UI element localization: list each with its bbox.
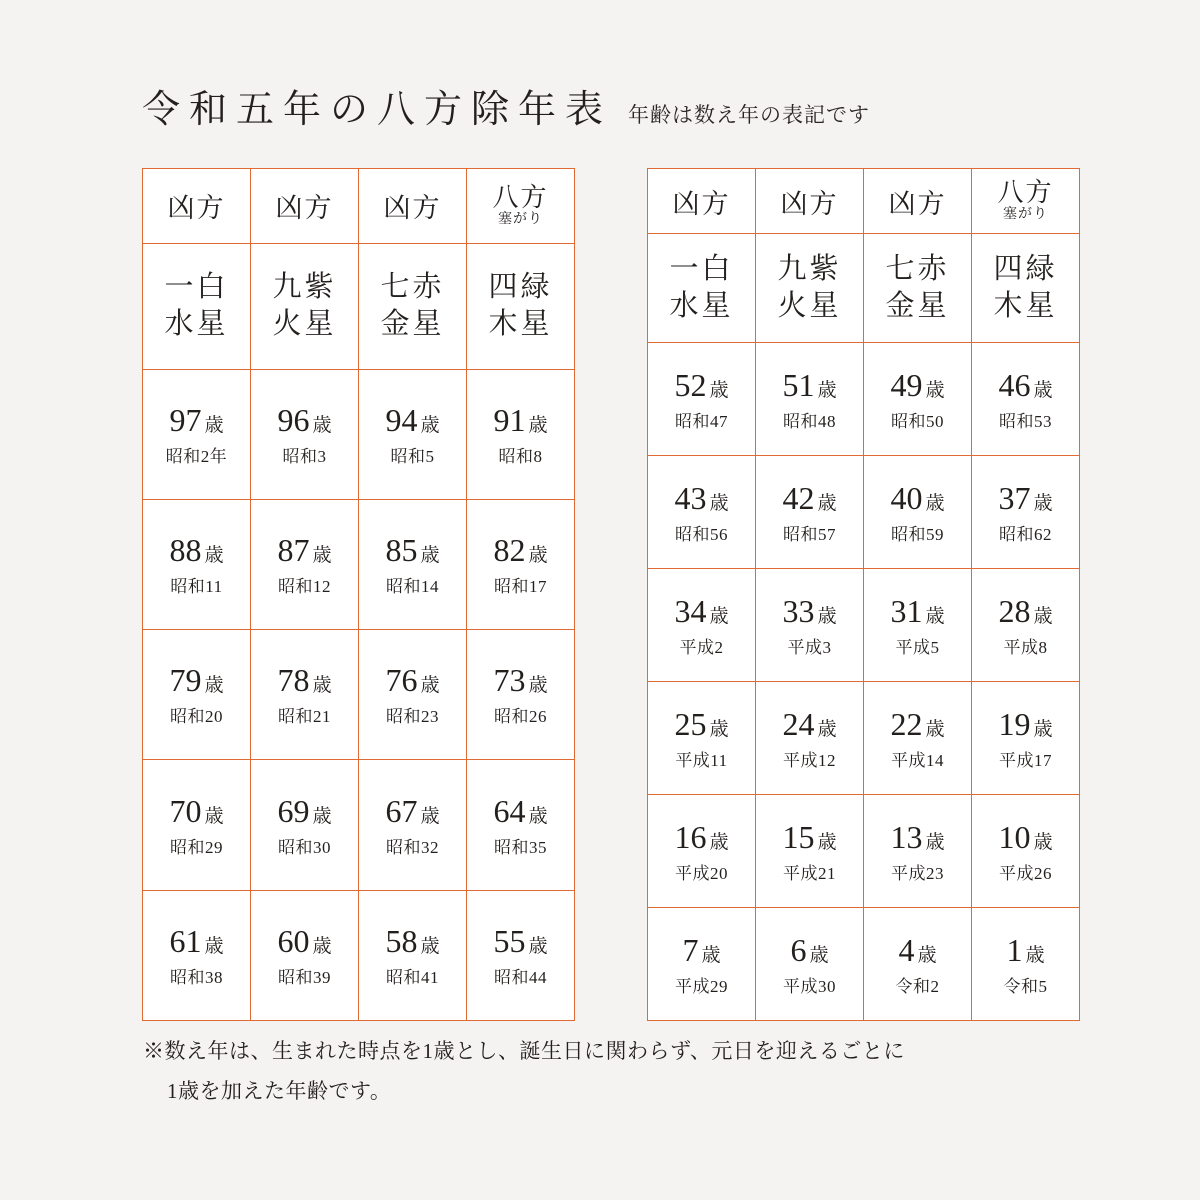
age-number: 60 — [277, 922, 310, 959]
age-unit: 歳 — [1033, 718, 1053, 740]
age-number: 31 — [890, 592, 923, 629]
age-line — [359, 923, 466, 960]
age-unit: 歳 — [204, 675, 224, 697]
header-star-cell-1 — [143, 243, 251, 369]
header-star-cell-3 — [359, 243, 467, 369]
era-year: 昭和11 — [170, 576, 223, 596]
era-year: 昭和23 — [386, 707, 439, 727]
age-number: 69 — [277, 792, 310, 829]
happou-main-text: 八方 — [492, 182, 549, 212]
age-number: 34 — [674, 592, 707, 629]
year-cell — [864, 343, 972, 456]
star-line-1: 九紫 — [272, 271, 337, 304]
age-unit: 歳 — [528, 805, 548, 827]
age-number: 64 — [493, 792, 526, 829]
age-unit: 歳 — [528, 935, 548, 957]
age-unit: 歳 — [709, 831, 729, 853]
age-number: 13 — [890, 818, 923, 855]
happou-sub-text: 塞がり — [1003, 207, 1048, 222]
header-row-kind — [143, 169, 575, 244]
age-number: 37 — [998, 479, 1031, 516]
age-line — [251, 402, 358, 439]
year-cell — [972, 795, 1080, 908]
age-line — [143, 793, 250, 830]
era-year: 平成2 — [679, 637, 724, 657]
era-year: 昭和56 — [675, 524, 728, 544]
age-unit: 歳 — [925, 379, 945, 401]
age-number: 91 — [493, 401, 526, 438]
year-cell — [648, 343, 756, 456]
age-number: 6 — [790, 931, 807, 968]
year-cell — [756, 343, 864, 456]
year-cell — [359, 630, 467, 760]
year-cell — [864, 569, 972, 682]
star-line-2: 金星 — [380, 308, 445, 341]
year-cell — [648, 569, 756, 682]
header-kind-cell-2: 凶方 — [251, 169, 359, 244]
age-line — [756, 706, 863, 743]
age-line — [756, 819, 863, 856]
year-cell — [756, 908, 864, 1021]
age-line — [359, 793, 466, 830]
header-star-cell-4 — [972, 234, 1080, 343]
star-line-2: 火星 — [272, 308, 337, 341]
era-year: 平成30 — [783, 976, 836, 996]
age-number: 87 — [277, 531, 310, 568]
table-row — [648, 908, 1080, 1021]
year-cell — [467, 630, 575, 760]
age-line — [648, 480, 755, 517]
age-unit: 歳 — [204, 935, 224, 957]
age-line — [359, 402, 466, 439]
table-row — [143, 499, 575, 629]
year-cell — [756, 456, 864, 569]
year-cell — [756, 682, 864, 795]
year-cell — [467, 499, 575, 629]
era-year: 昭和32 — [386, 837, 439, 857]
age-number: 55 — [493, 922, 526, 959]
table-row — [648, 343, 1080, 456]
age-number: 33 — [782, 592, 815, 629]
age-number: 15 — [782, 818, 815, 855]
age-unit: 歳 — [1025, 944, 1045, 966]
era-year: 昭和8 — [498, 446, 543, 466]
star-line-1: 四緑 — [993, 252, 1058, 285]
age-unit: 歳 — [817, 379, 837, 401]
header-kind-cell-3: 凶方 — [864, 169, 972, 234]
age-number: 52 — [674, 366, 707, 403]
year-cell — [143, 760, 251, 890]
era-year: 昭和30 — [278, 837, 331, 857]
age-line — [648, 819, 755, 856]
table-row — [648, 682, 1080, 795]
era-year: 平成5 — [895, 637, 940, 657]
table-row — [143, 760, 575, 890]
age-number: 42 — [782, 479, 815, 516]
era-year: 令和2 — [895, 976, 940, 996]
footnote-line-1: ※数え年は、生まれた時点を1歳とし、誕生日に関わらず、元日を迎えるごとに — [143, 1039, 905, 1063]
era-year: 昭和38 — [170, 967, 223, 987]
year-cell — [972, 569, 1080, 682]
age-unit: 歳 — [809, 944, 829, 966]
era-year: 平成17 — [999, 750, 1052, 770]
era-year: 平成21 — [783, 863, 836, 883]
header-row-star — [648, 234, 1080, 343]
age-line — [864, 367, 971, 404]
age-line — [467, 402, 574, 439]
table-row — [648, 456, 1080, 569]
year-cell — [648, 456, 756, 569]
age-number: 94 — [385, 401, 418, 438]
star-line-2: 金星 — [885, 290, 950, 322]
era-year: 昭和3 — [282, 446, 327, 466]
right-table-body — [648, 169, 1080, 1021]
age-unit: 歳 — [817, 831, 837, 853]
age-unit: 歳 — [1033, 379, 1053, 401]
star-line-1: 一白 — [164, 271, 229, 304]
age-line — [251, 532, 358, 569]
table-row — [143, 369, 575, 499]
tables-container — [142, 168, 1080, 1021]
era-year: 昭和17 — [494, 576, 547, 596]
age-line — [756, 480, 863, 517]
age-number: 49 — [890, 366, 923, 403]
age-number: 88 — [169, 531, 202, 568]
age-number: 67 — [385, 792, 418, 829]
era-year: 平成23 — [891, 863, 944, 883]
age-line — [864, 593, 971, 630]
age-line — [467, 793, 574, 830]
year-cell — [251, 890, 359, 1020]
year-cell — [972, 343, 1080, 456]
age-number: 25 — [674, 705, 707, 742]
era-year: 昭和47 — [675, 411, 728, 431]
age-line — [864, 706, 971, 743]
age-number: 24 — [782, 705, 815, 742]
era-year: 昭和14 — [386, 576, 439, 596]
star-line-1: 一白 — [669, 252, 734, 285]
happou-label — [467, 182, 574, 227]
era-year: 昭和29 — [170, 837, 223, 857]
era-year: 昭和57 — [783, 524, 836, 544]
age-number: 7 — [682, 931, 699, 968]
age-line — [467, 532, 574, 569]
year-cell — [143, 630, 251, 760]
header-kind-cell-1: 凶方 — [143, 169, 251, 244]
age-unit: 歳 — [925, 492, 945, 514]
star-line-2: 水星 — [669, 290, 734, 322]
age-line — [972, 367, 1079, 404]
era-year: 平成14 — [891, 750, 944, 770]
star-line-2: 火星 — [777, 290, 842, 322]
age-line — [648, 706, 755, 743]
header-star-cell-2 — [756, 234, 864, 343]
age-line — [143, 532, 250, 569]
age-line — [864, 480, 971, 517]
header-row-star — [143, 243, 575, 369]
era-year: 昭和41 — [386, 967, 439, 987]
age-line — [143, 662, 250, 699]
age-unit: 歳 — [925, 831, 945, 853]
era-year: 昭和59 — [891, 524, 944, 544]
year-cell — [864, 682, 972, 795]
year-cell — [756, 569, 864, 682]
age-line — [864, 819, 971, 856]
year-cell — [359, 890, 467, 1020]
era-year: 昭和62 — [999, 524, 1052, 544]
year-cell — [864, 795, 972, 908]
age-unit: 歳 — [1033, 605, 1053, 627]
star-line-1: 九紫 — [777, 252, 842, 285]
age-unit: 歳 — [204, 544, 224, 566]
age-number: 82 — [493, 531, 526, 568]
age-unit: 歳 — [204, 805, 224, 827]
age-number: 85 — [385, 531, 418, 568]
header-kind-cell-1: 凶方 — [648, 169, 756, 234]
age-unit: 歳 — [817, 605, 837, 627]
year-cell — [251, 630, 359, 760]
year-cell — [756, 795, 864, 908]
age-number: 51 — [782, 366, 815, 403]
age-unit: 歳 — [817, 718, 837, 740]
age-unit: 歳 — [420, 675, 440, 697]
left-table-body — [143, 169, 575, 1021]
age-number: 46 — [998, 366, 1031, 403]
age-number: 96 — [277, 401, 310, 438]
age-unit: 歳 — [709, 605, 729, 627]
table-row — [648, 569, 1080, 682]
year-cell — [648, 908, 756, 1021]
age-number: 61 — [169, 922, 202, 959]
age-number: 79 — [169, 662, 202, 699]
age-unit: 歳 — [204, 414, 224, 436]
age-number: 70 — [169, 792, 202, 829]
right-year-table — [647, 168, 1080, 1021]
age-number: 28 — [998, 592, 1031, 629]
era-year: 平成3 — [787, 637, 832, 657]
age-line — [359, 532, 466, 569]
age-unit: 歳 — [1033, 492, 1053, 514]
age-number: 19 — [998, 705, 1031, 742]
year-cell — [359, 369, 467, 499]
era-year: 平成11 — [675, 750, 728, 770]
age-unit: 歳 — [701, 944, 721, 966]
era-year: 平成26 — [999, 863, 1052, 883]
star-line-1: 七赤 — [885, 252, 950, 285]
age-line — [648, 367, 755, 404]
era-year: 昭和2年 — [165, 446, 228, 466]
table-row — [143, 630, 575, 760]
header-kind-cell-4 — [972, 169, 1080, 234]
year-cell — [143, 369, 251, 499]
header-row-kind — [648, 169, 1080, 234]
left-year-table — [142, 168, 575, 1021]
age-number: 58 — [385, 922, 418, 959]
year-cell — [251, 760, 359, 890]
star-line-2: 水星 — [164, 308, 229, 341]
star-line-2: 木星 — [488, 308, 553, 341]
age-unit: 歳 — [925, 605, 945, 627]
era-year: 昭和21 — [278, 707, 331, 727]
age-unit: 歳 — [312, 414, 332, 436]
age-number: 1 — [1006, 931, 1023, 968]
header-kind-cell-3: 凶方 — [359, 169, 467, 244]
year-cell — [359, 499, 467, 629]
age-unit: 歳 — [312, 805, 332, 827]
age-unit: 歳 — [528, 544, 548, 566]
age-unit: 歳 — [709, 379, 729, 401]
age-line — [864, 932, 971, 969]
era-year: 昭和35 — [494, 837, 547, 857]
age-number: 16 — [674, 818, 707, 855]
age-unit: 歳 — [709, 718, 729, 740]
age-number: 40 — [890, 479, 923, 516]
era-year: 平成12 — [783, 750, 836, 770]
age-line — [972, 480, 1079, 517]
year-cell — [648, 682, 756, 795]
year-cell — [467, 760, 575, 890]
header-star-cell-1 — [648, 234, 756, 343]
age-unit: 歳 — [817, 492, 837, 514]
age-unit: 歳 — [312, 544, 332, 566]
age-number: 4 — [898, 931, 915, 968]
era-year: 昭和20 — [170, 707, 223, 727]
age-line — [467, 923, 574, 960]
age-line — [756, 932, 863, 969]
age-unit: 歳 — [420, 414, 440, 436]
footnote-line-2: 1歳を加えた年齢です。 — [167, 1078, 392, 1103]
year-cell — [972, 456, 1080, 569]
year-cell — [359, 760, 467, 890]
age-unit: 歳 — [312, 675, 332, 697]
page-subtitle: 年齢は数え年の表記です — [628, 103, 871, 127]
header-star-cell-3 — [864, 234, 972, 343]
age-line — [972, 932, 1079, 969]
footnote — [143, 1032, 905, 1112]
header-star-cell-4 — [467, 243, 575, 369]
age-line — [143, 402, 250, 439]
year-cell — [143, 499, 251, 629]
era-year: 昭和5 — [390, 446, 435, 466]
age-unit: 歳 — [420, 935, 440, 957]
age-line — [143, 923, 250, 960]
era-year: 昭和44 — [494, 967, 547, 987]
happou-label — [972, 180, 1079, 222]
era-year: 平成20 — [675, 863, 728, 883]
age-line — [251, 923, 358, 960]
header-star-cell-2 — [251, 243, 359, 369]
page-header — [142, 78, 870, 133]
age-number: 97 — [169, 401, 202, 438]
era-year: 昭和48 — [783, 411, 836, 431]
year-cell — [648, 795, 756, 908]
age-line — [648, 593, 755, 630]
star-line-1: 七赤 — [380, 271, 445, 304]
year-cell — [467, 890, 575, 1020]
age-line — [467, 662, 574, 699]
age-line — [648, 932, 755, 969]
age-line — [972, 593, 1079, 630]
era-year: 昭和12 — [278, 576, 331, 596]
year-cell — [972, 908, 1080, 1021]
age-number: 10 — [998, 818, 1031, 855]
age-unit: 歳 — [709, 492, 729, 514]
age-unit: 歳 — [528, 414, 548, 436]
age-unit: 歳 — [1033, 831, 1053, 853]
happou-sub-text: 塞がり — [498, 211, 543, 227]
age-unit: 歳 — [420, 805, 440, 827]
header-kind-cell-4 — [467, 169, 575, 244]
era-year: 昭和26 — [494, 707, 547, 727]
happou-main-text: 八方 — [997, 178, 1054, 207]
page-title: 令和五年の八方除年表 — [142, 89, 613, 131]
age-line — [359, 662, 466, 699]
year-cell — [467, 369, 575, 499]
year-cell — [251, 499, 359, 629]
age-number: 73 — [493, 662, 526, 699]
age-line — [756, 367, 863, 404]
age-number: 43 — [674, 479, 707, 516]
era-year: 平成8 — [1003, 637, 1048, 657]
age-line — [972, 706, 1079, 743]
star-line-1: 四緑 — [488, 271, 553, 304]
age-line — [756, 593, 863, 630]
age-unit: 歳 — [917, 944, 937, 966]
year-cell — [143, 890, 251, 1020]
age-line — [251, 793, 358, 830]
age-unit: 歳 — [528, 675, 548, 697]
star-line-2: 木星 — [993, 290, 1058, 322]
year-cell — [864, 456, 972, 569]
age-unit: 歳 — [312, 935, 332, 957]
header-kind-cell-2: 凶方 — [756, 169, 864, 234]
age-number: 22 — [890, 705, 923, 742]
year-cell — [251, 369, 359, 499]
year-cell — [864, 908, 972, 1021]
age-line — [251, 662, 358, 699]
era-year: 昭和39 — [278, 967, 331, 987]
age-number: 76 — [385, 662, 418, 699]
table-row — [143, 890, 575, 1020]
era-year: 平成29 — [675, 976, 728, 996]
age-unit: 歳 — [420, 544, 440, 566]
table-row — [648, 795, 1080, 908]
era-year: 令和5 — [1003, 976, 1048, 996]
era-year: 昭和50 — [891, 411, 944, 431]
era-year: 昭和53 — [999, 411, 1052, 431]
age-unit: 歳 — [925, 718, 945, 740]
age-number: 78 — [277, 662, 310, 699]
year-cell — [972, 682, 1080, 795]
age-line — [972, 819, 1079, 856]
